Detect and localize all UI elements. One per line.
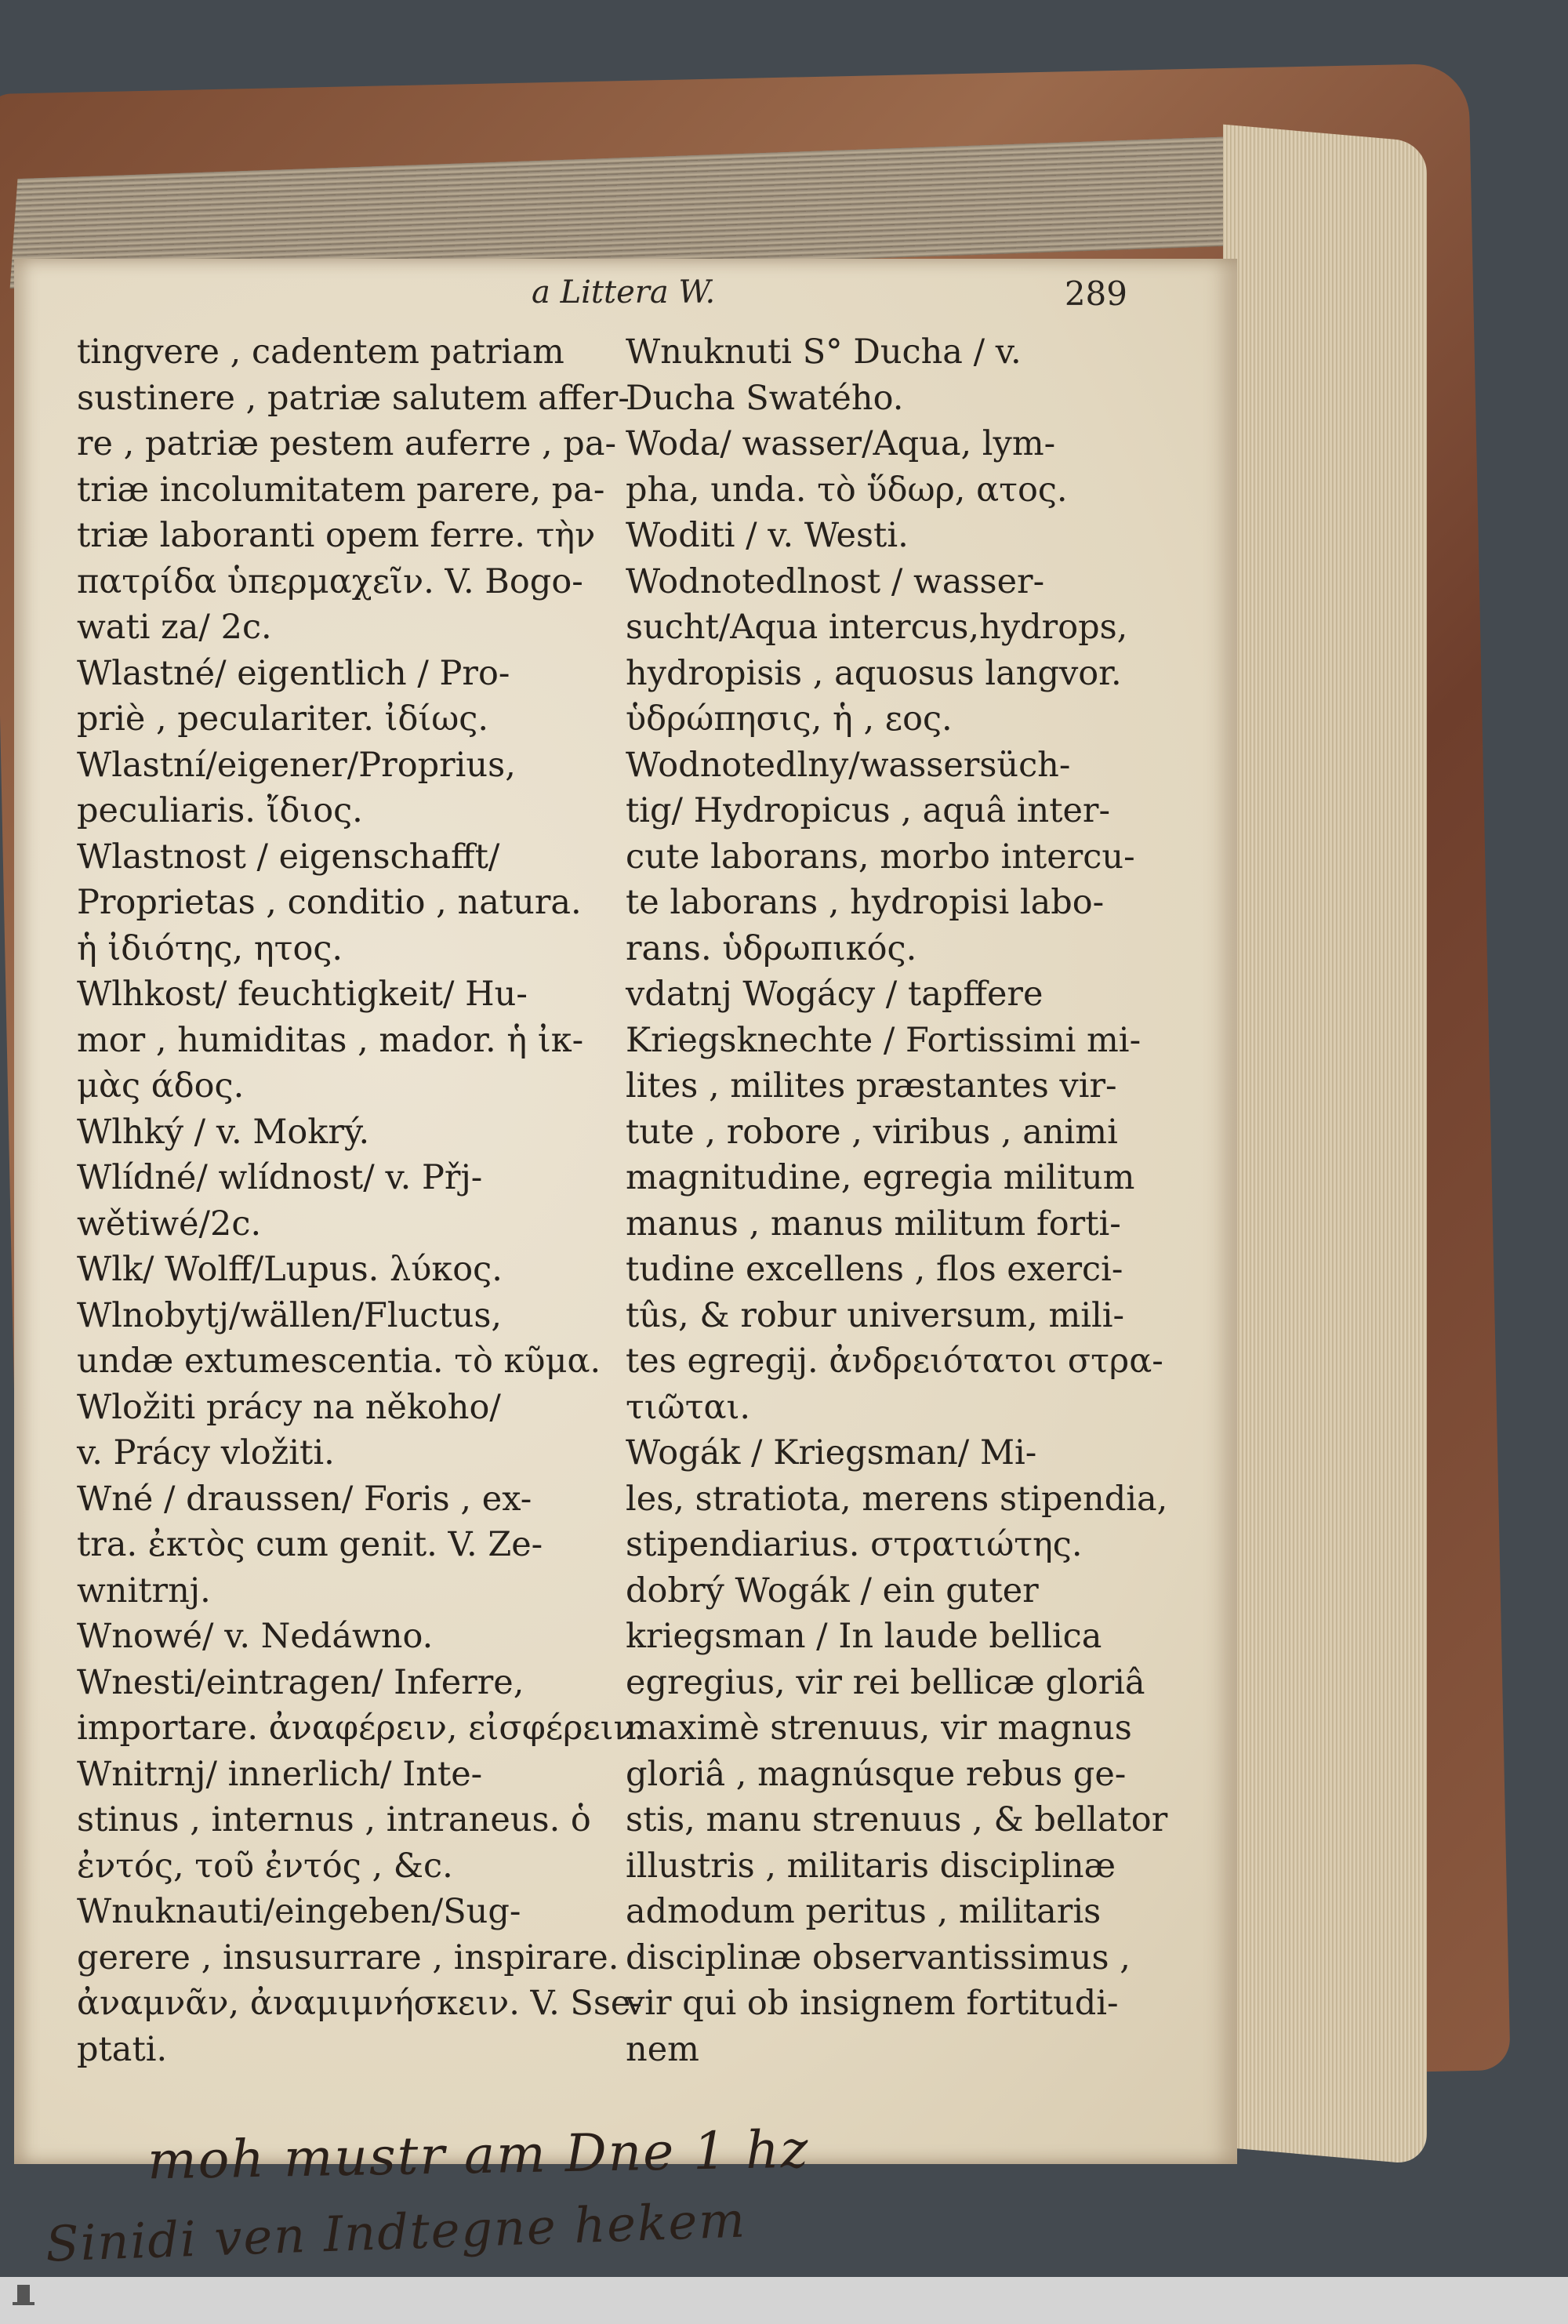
right-column-line: egregius, vir rei bellicæ gloriâ bbox=[626, 1662, 1145, 1702]
right-column-line: magnitudine, egregia militum bbox=[626, 1158, 1135, 1197]
right-column-line: lites , milites præstantes vir- bbox=[626, 1066, 1117, 1106]
right-column-line: tûs, & robur universum, mili- bbox=[626, 1295, 1125, 1335]
right-column-line: vir qui ob insignem fortitudi- bbox=[626, 1984, 1119, 2023]
left-column-line: Wnesti/eintragen/ Inferre, bbox=[77, 1662, 524, 1702]
left-column-line: triæ laboranti opem ferre. τὴν bbox=[77, 516, 596, 555]
left-column-line: re , patriæ pestem auferre , pa- bbox=[77, 424, 616, 463]
right-column-line: tudine excellens , flos exerci- bbox=[626, 1250, 1123, 1289]
left-column-line: πατρίδα ὑπερμαχεῖν. V. Bogo- bbox=[77, 561, 583, 601]
left-column-line: sustinere , patriæ salutem affer- bbox=[77, 378, 630, 418]
right-column-line: Ducha Swatého. bbox=[626, 378, 904, 418]
left-column bbox=[77, 329, 645, 2072]
right-column-line: illustris , militaris disciplinæ bbox=[626, 1846, 1116, 1886]
right-column-line: Kriegsknechte / Fortissimi mi- bbox=[626, 1020, 1142, 1060]
book-page-edges bbox=[1223, 125, 1427, 2166]
right-column-line: tig/ Hydropicus , aquâ inter- bbox=[626, 791, 1111, 830]
left-column-line: ἀναμνᾶν, ἀναμιμνήσκειν. V. Sse- bbox=[77, 1984, 642, 2023]
right-column-line: vdatnj Wogácy / tapffere bbox=[626, 975, 1044, 1014]
running-head: a Littera W. bbox=[532, 274, 716, 310]
right-column-line: manus , manus militum forti- bbox=[626, 1204, 1121, 1244]
left-column-line: wati za/ 2c. bbox=[77, 608, 272, 647]
right-column-line: admodum peritus , militaris bbox=[626, 1892, 1102, 1931]
right-column-line: Wodnotedlnost / wasser- bbox=[626, 561, 1045, 601]
right-column-line: les, stratiota, merens stipendia, bbox=[626, 1479, 1168, 1519]
left-column-line: Proprietas , conditio , natura. bbox=[77, 883, 582, 922]
right-column-line: τιῶται. bbox=[626, 1387, 751, 1427]
left-column-line: ptati. bbox=[77, 2029, 168, 2069]
left-column-line: undæ extumescentia. τὸ κῦμα. bbox=[77, 1342, 601, 1381]
right-column-line: Wnuknuti S° Ducha / v. bbox=[626, 332, 1022, 372]
left-column-line: tingvere , cadentem patriam bbox=[77, 332, 564, 372]
right-column-line: disciplinæ observantissimus , bbox=[626, 1937, 1131, 1977]
right-column-line: nem bbox=[626, 2029, 699, 2069]
right-column-line: tes egregij. ἀνδρειότατοι στρα- bbox=[626, 1342, 1163, 1381]
left-column-line: triæ incolumitatem parere, pa- bbox=[77, 470, 605, 510]
left-column-line: v. Prácy vložiti. bbox=[77, 1433, 335, 1472]
left-column-line: Wlastnost / eigenschafft/ bbox=[77, 837, 500, 877]
left-column-line: μὰς άδος. bbox=[77, 1066, 245, 1106]
left-column-line: Wlídné/ wlídnost/ v. Přj- bbox=[77, 1158, 483, 1197]
left-column-line: peculiaris. ἴδιος. bbox=[77, 791, 363, 830]
left-column-line: Wnowé/ v. Nedáwno. bbox=[77, 1617, 434, 1656]
left-column-line: Wložiti prácy na někoho/ bbox=[77, 1387, 501, 1427]
book-page bbox=[14, 259, 1237, 2273]
right-column-line: Woda/ wasser/Aqua, lym- bbox=[626, 424, 1056, 463]
right-column-line: stis, manu strenuus , & bellator bbox=[626, 1800, 1168, 1839]
right-column-line: Wodnotedlny/wassersüch- bbox=[626, 745, 1071, 785]
left-column-line: stinus , internus , intraneus. ὁ bbox=[77, 1800, 591, 1839]
right-column-line: sucht/Aqua intercus,hydrops, bbox=[626, 608, 1128, 647]
right-column-line: Woditi / v. Westi. bbox=[626, 516, 909, 555]
left-column-line: ἐντός, τοῦ ἐντός , &c. bbox=[77, 1846, 453, 1886]
right-column-line: pha, unda. τὸ ὕδωρ, ατος. bbox=[626, 470, 1068, 510]
right-column-line: kriegsman / In laude bellica bbox=[626, 1617, 1102, 1656]
left-column-line: tra. ἐκτὸς cum genit. V. Ze- bbox=[77, 1525, 543, 1564]
left-column-line: importare. ἀναφέρειν, εἰσφέρειν. bbox=[77, 1709, 645, 1748]
left-column-line: Wlastní/eigener/Proprius, bbox=[77, 745, 516, 785]
right-column-line: maximè strenuus, vir magnus bbox=[626, 1709, 1132, 1748]
left-column-line: Wlhkost/ feuchtigkeit/ Hu- bbox=[77, 975, 528, 1014]
right-column-line: Wogák / Kriegsman/ Mi- bbox=[626, 1433, 1037, 1472]
right-column-line: tute , robore , viribus , animi bbox=[626, 1112, 1118, 1152]
left-column-line: wětiwé/2c. bbox=[77, 1204, 262, 1244]
right-column-line: gloriâ , magnúsque rebus ge- bbox=[626, 1754, 1127, 1794]
right-column-line: te laborans , hydropisi labo- bbox=[626, 883, 1105, 922]
left-column-line: Wlhký / v. Mokrý. bbox=[77, 1112, 370, 1152]
left-column-line: Wlastné/ eigentlich / Pro- bbox=[77, 653, 510, 693]
handwritten-note-line-2: Sinidi ven Indtegne hekem bbox=[44, 2191, 748, 2273]
left-column-line: Wnuknauti/eingeben/Sug- bbox=[77, 1892, 521, 1931]
left-column-line: wnitrnj. bbox=[77, 1571, 211, 1610]
left-column-line: gerere , insusurrare , inspirare. bbox=[77, 1937, 619, 1977]
right-column-line: hydropisis , aquosus langvor. bbox=[626, 653, 1122, 693]
right-column bbox=[626, 329, 1190, 2072]
right-column-line: ὑδρώπησις, ἡ , εος. bbox=[626, 699, 953, 739]
handwritten-note-line-1: moh mustr am Dne 1 hz bbox=[147, 2119, 811, 2191]
right-column-line: cute laborans, morbo intercu- bbox=[626, 837, 1135, 877]
left-column-line: Wnitrnj/ innerlich/ Inte- bbox=[77, 1754, 483, 1794]
right-column-line: dobrý Wogák / ein guter bbox=[626, 1571, 1039, 1610]
page-number: 289 bbox=[1064, 274, 1127, 313]
left-column-line: priè , peculariter. ἰδίως. bbox=[77, 699, 489, 739]
right-column-line: stipendiarius. στρατιώτης. bbox=[626, 1525, 1083, 1564]
left-column-line: Wné / draussen/ Foris , ex- bbox=[77, 1479, 532, 1519]
footer-bar bbox=[0, 2277, 1568, 2324]
left-column-line: ἡ ἰδιότης, ητος. bbox=[77, 928, 343, 968]
library-logo-icon bbox=[6, 2282, 41, 2316]
right-column-line: rans. ὑδρωπικός. bbox=[626, 928, 917, 968]
left-column-line: mor , humiditas , mador. ἡ ἰκ- bbox=[77, 1020, 584, 1060]
left-column-line: Wlk/ Wolff/Lupus. λύκος. bbox=[77, 1250, 503, 1289]
left-column-line: Wlnobytj/wällen/Fluctus, bbox=[77, 1295, 503, 1335]
